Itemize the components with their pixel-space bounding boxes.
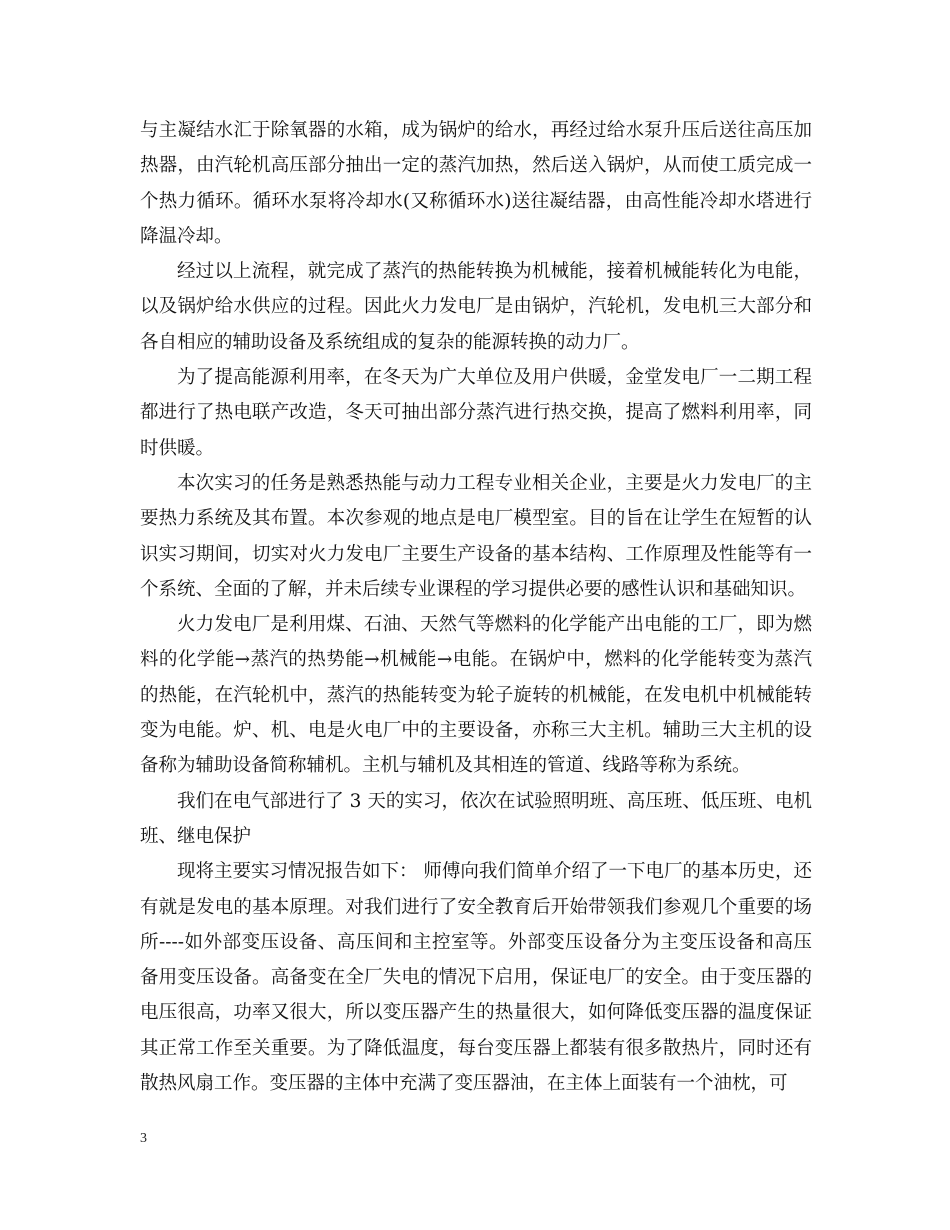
paragraph-1: 与主凝结水汇于除氧器的水箱，成为锅炉的给水，再经过给水泵升压后送往高压加热器，由汽轮机高压部分抽出一定的蒸汽加热，然后送入锅炉，从而使工质完成一个热力循环。循环水泵将冷却水(又称循环水)送往凝结器，由高性能冷却水塔进行降温冷却。 — [140, 120, 812, 247]
paragraph-4: 本次实习的任务是熟悉热能与动力工程专业相关企业，主要是火力发电厂的主要热力系统及其布置。本次参观的地点是电厂模型室。目的旨在让学生在短暂的认识实习期间，切实对火力发电厂主要生产设备的基本结构、工作原理及性能等有一个系统、全面的了解，并未后续专业课程的学习提供必要的感性认识和基础知识。 — [140, 472, 812, 600]
paragraph-3: 为了提高能源利用率，在冬天为广大单位及用户供暖，金堂发电厂一二期工程都进行了热电联产改造，冬天可抽出部分蒸汽进行热交换，提高了燃料利用率，同时供暖。 — [140, 367, 812, 459]
paragraph-7: 现将主要实习情况报告如下： 师傅向我们简单介绍了一下电厂的基本历史，还有就是发电的基本原理。对我们进行了安全教育后开始带领我们参观几个重要的场所----如外部变压设备、高压间和主控室等。外部变压设备分为主变压设备和高压备用变压设备。高备变在全厂失电的情况下启用，保证电厂的安全。由于变压器的电压很高，功率又很大，所以变压器产生的热量很大，如何降低变压器的温度保证其正常工作至关重要。为了降低温度，每台变压器上都装有很多散热片，同时还有散热风扇工作。变压器的主体中充满了变压器油，在主体上面装有一个油枕，可 — [140, 861, 812, 1095]
paragraph-6: 我们在电气部进行了 3 天的实习，依次在试验照明班、高压班、低压班、电机班、继电保护 — [140, 790, 812, 847]
page-number: 3 — [140, 1131, 147, 1146]
paragraph-2: 经过以上流程，就完成了蒸汽的热能转换为机械能，接着机械能转化为电能，以及锅炉给水供应的过程。因此火力发电厂是由锅炉，汽轮机，发电机三大部分和各自相应的辅助设备及系统组成的复杂的能源转换的动力厂。 — [140, 261, 812, 353]
body-text — [140, 113, 812, 1101]
paragraph-5: 火力发电厂是利用煤、石油、天然气等燃料的化学能产出电能的工厂，即为燃料的化学能→蒸汽的热势能→机械能→电能。在锅炉中，燃料的化学能转变为蒸汽的热能，在汽轮机中，蒸汽的热能转变为轮子旋转的机械能，在发电机中机械能转变为电能。炉、机、电是火电厂中的主要设备，亦称三大主机。辅助三大主机的设备称为辅助设备简称辅机。主机与辅机及其相连的管道、线路等称为系统。 — [140, 614, 812, 777]
